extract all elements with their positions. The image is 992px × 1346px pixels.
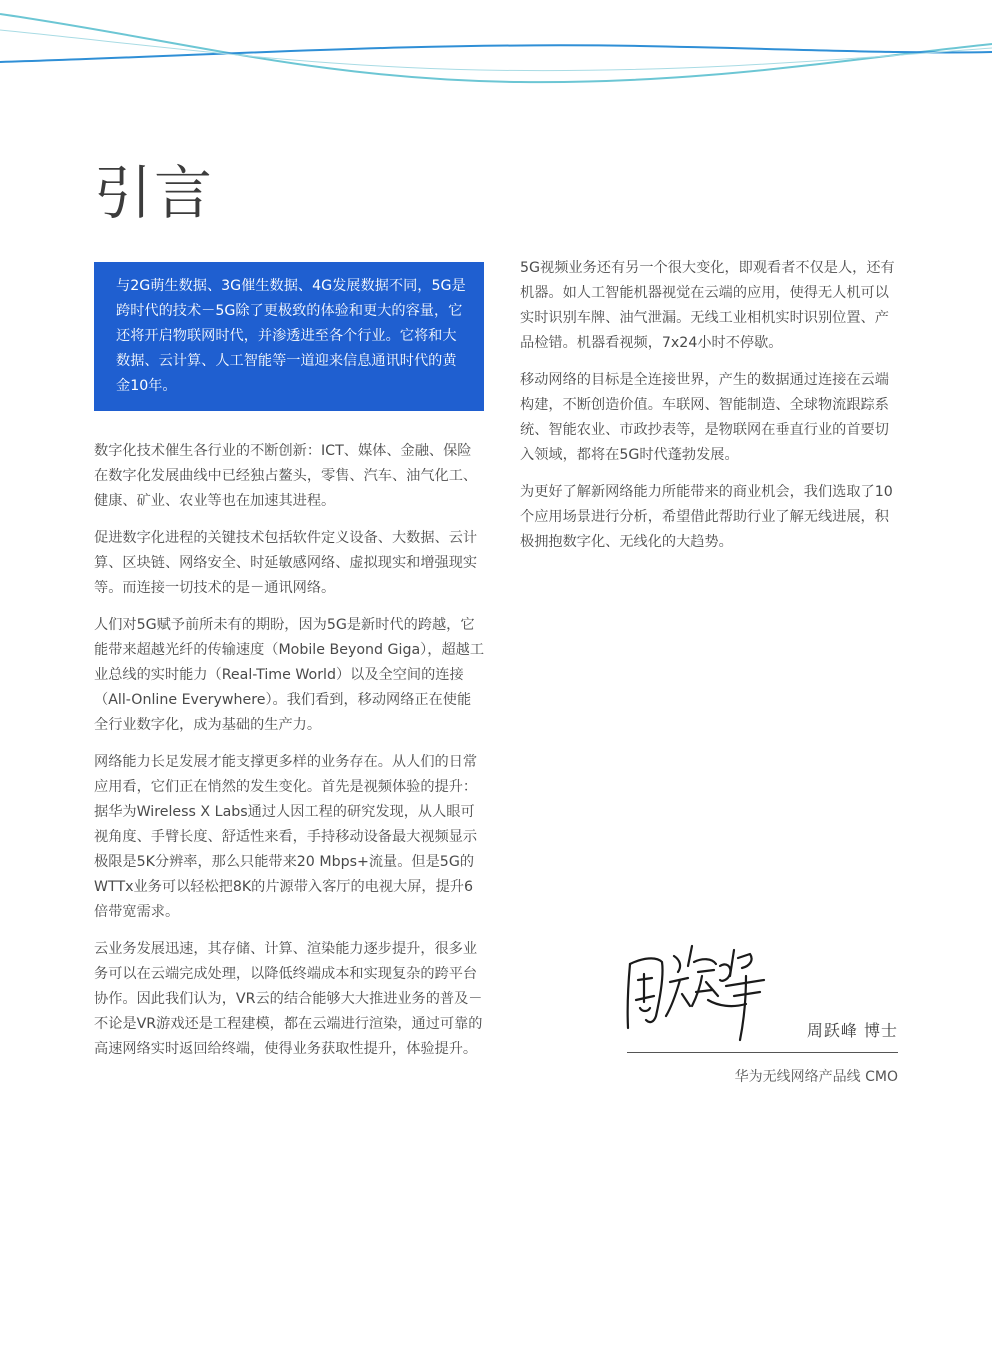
intro-highlight-box: 与2G萌生数据、3G催生数据、4G发展数据不同，5G是跨时代的技术－5G除了更极致的体验和更大的容量，它还将开启物联网时代，并渗透进至各个行业。它将和大数据、云计算、人工智能等一道迎来信息通讯时代的黄金10年。 — [94, 262, 484, 411]
left-column — [94, 256, 484, 1074]
right-column — [520, 256, 900, 567]
wave-line-teal — [0, 14, 992, 82]
page-title: 引言 — [94, 159, 215, 227]
signature-divider — [627, 1052, 898, 1053]
body-paragraph-7: 移动网络的目标是全连接世界，产生的数据通过连接在云端构建，不断创造价值。车联网、智能制造、全球物流跟踪系统、智能农业、市政抄表等，是物联网在垂直行业的首要切入领域，都将在5G时代蓬勃发展。 — [520, 372, 889, 463]
body-paragraph-4: 网络能力长足发展才能支撑更多样的业务存在。从人们的日常应用看，它们正在悄然的发生变化。首先是视频体验的提升：据华为Wireless X Labs通过人因工程的研究发现，从人眼可视角度、手臂长度、舒适性来看，手持移动设备最大视频显示极限是5K分辨率，那么只能带来20 Mbps+流量。但是5G的WTTx业务可以轻松把8K的片源带入客厅的电视大屏，提升6倍带宽需求。 — [94, 754, 478, 920]
body-paragraph-8: 为更好了解新网络能力所能带来的商业机会，我们选取了10个应用场景进行分析，希望借此帮助行业了解无线进展，积极拥抱数字化、无线化的大趋势。 — [520, 484, 893, 550]
header-wave-decoration — [0, 0, 992, 100]
body-paragraph-6: 5G视频业务还有另一个很大变化，即观看者不仅是人，还有机器。如人工智能机器视觉在云端的应用，使得无人机可以实时识别车牌、油气泄漏。无线工业相机实时识别位置、产品检错。机器看视频，7x24小时不停歇。 — [520, 260, 895, 351]
signer-title: 华为无线网络产品线 CMO — [734, 1069, 898, 1085]
handwritten-signature — [622, 936, 772, 1046]
body-paragraph-5: 云业务发展迅速，其存储、计算、渲染能力逐步提升，很多业务可以在云端完成处理，以降低终端成本和实现复杂的跨平台协作。因此我们认为，VR云的结合能够大大推进业务的普及－不论是VR游戏还是工程建模，都在云端进行渲染，通过可靠的高速网络实时返回给终端，使得业务获取性提升，体验提升。 — [94, 941, 483, 1057]
body-paragraph-3: 人们对5G赋予前所未有的期盼，因为5G是新时代的跨越，它能带来超越光纤的传输速度（Mobile Beyond Giga），超越工业总线的实时能力（Real-Time World）以及全空间的连接（All-Online Everywhere）。我们看到，移动网络正在使能全行业数字化，成为基础的生产力。 — [94, 617, 485, 733]
body-paragraph-1: 数字化技术催生各行业的不断创新：ICT、媒体、金融、保险在数字化发展曲线中已经独占鳌头，零售、汽车、油气化工、健康、矿业、农业等也在加速其进程。 — [94, 443, 478, 509]
body-paragraph-2: 促进数字化进程的关键技术包括软件定义设备、大数据、云计算、区块链、网络安全、时延敏感网络、虚拟现实和增强现实等。而连接一切技术的是－通讯网络。 — [94, 530, 478, 596]
signer-name: 周跃峰 博士 — [806, 1021, 898, 1040]
